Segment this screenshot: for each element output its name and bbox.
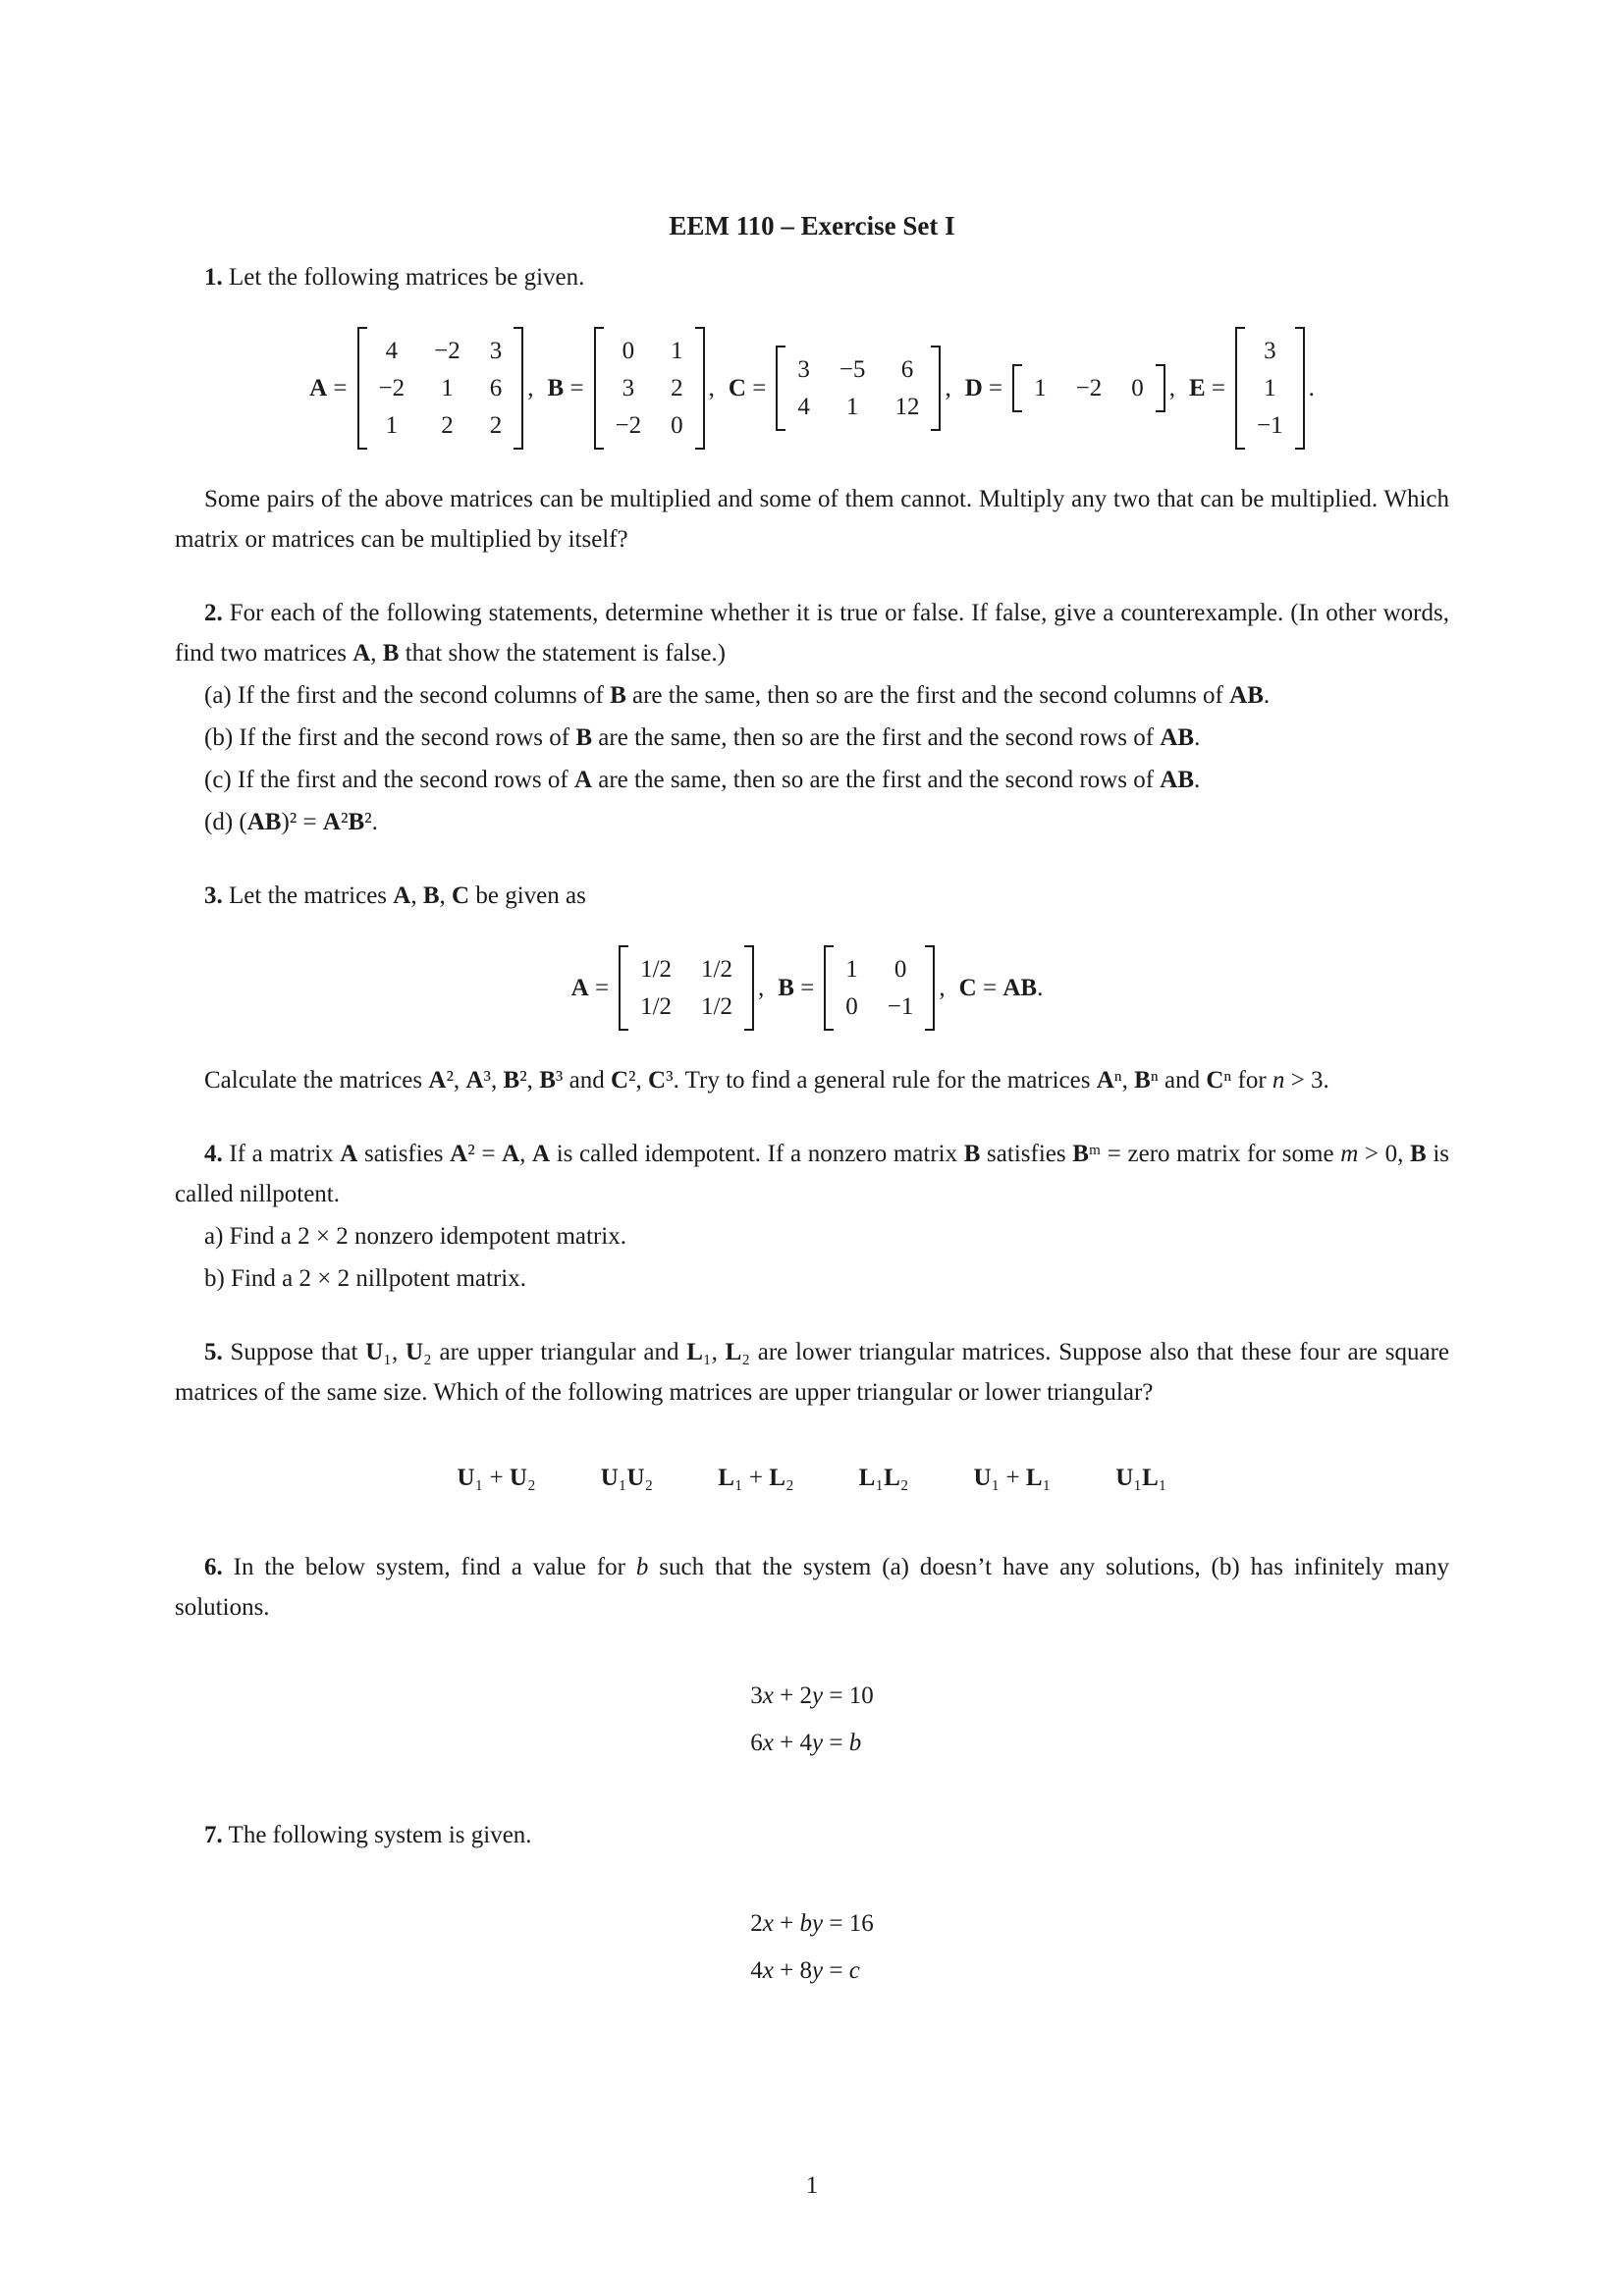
matrix-cell: −1 [1257,412,1283,440]
matrix-d-label: D = [964,375,1003,402]
matrix-cell: 1/2 [701,993,732,1021]
matrix-left-bracket [357,327,367,450]
matrix-cell: 3 [1264,338,1276,365]
page-number: 1 [805,2172,819,2199]
matrix-cell: 1 [385,412,399,440]
matrix-e-label: E = [1188,375,1226,402]
expression-l1-l2: L₁L₂ [858,1465,909,1492]
equation-column [750,1669,873,1770]
problem-2-intro: 2. For each of the following statements, determine whether it is true or false. If false, give a counterexample. (In other words, find two matrices A, B that show the statement is false.) [175,600,1449,667]
matrix-cell: 1 [441,375,454,402]
matrix-cell: −2 [615,412,642,440]
expression-l1-plus-l2: L₁ + L₂ [718,1465,794,1492]
separator: . [1308,375,1315,402]
matrix-cell: 2 [671,375,683,402]
matrix-right-bracket [925,945,935,1031]
matrix-a-label: A = [309,375,348,402]
problem-2-item-b: (b) If the first and the second rows of B are the same, then so are the first and the second rows of AB. [204,724,1201,752]
matrix-d [1012,364,1165,412]
matrix-b-cells [604,327,695,450]
matrix-right-bracket [931,346,941,431]
problem-7 [175,1815,1449,1998]
matrix-a-cells [367,327,514,450]
matrix-cell: 3 [622,375,635,402]
matrix-right-bracket [1295,327,1305,450]
matrix-cell: 4 [797,394,810,421]
matrix-cell: 1 [1034,375,1047,402]
matrix-cell: −2 [434,338,460,365]
matrix-cell: 2 [441,412,454,440]
problem-4-intro: 4. If a matrix A satisfies A² = A, A is called idempotent. If a nonzero matrix B satisfies Bᵐ = zero matrix for some m > 0, B is called nillpotent. [175,1141,1450,1208]
matrix-a2-cells [628,945,744,1031]
matrix-cell: −1 [887,993,914,1021]
problem-3 [175,876,1449,1100]
problem-1-matrix-row [175,327,1449,450]
equation-2: 4x + 8y = c [750,1957,860,1985]
matrix-cell: 0 [893,956,907,984]
matrix-a2 [619,945,754,1031]
matrix-left-bracket [594,327,604,450]
matrix-a2-label: A = [570,975,610,1002]
equation-2: 6x + 4y = b [750,1730,862,1757]
matrix-b2 [824,945,935,1031]
problem-7-intro: 7. The following system is given. [204,1822,532,1849]
matrix-b-label: B = [547,375,584,402]
matrix-left-bracket [824,945,834,1031]
matrix-cell: −2 [378,375,406,402]
matrix-e [1235,327,1305,450]
expression-u1-l1: U₁L₁ [1115,1465,1167,1492]
equation-column [750,1896,873,1998]
matrix-c-cells [785,346,931,431]
matrix-b2-cells [834,945,925,1031]
equation-1: 3x + 2y = 10 [750,1682,874,1710]
matrix-c2-definition [946,968,1054,1008]
matrix-left-bracket [1012,364,1022,412]
matrix-cell: 1/2 [640,956,673,984]
problem-3-body: Calculate the matrices A², A³, B², B³ and C², C³. Try to find a general rule for the matrices Aⁿ, Bⁿ and Cⁿ for n > 3. [204,1067,1329,1095]
separator: , [1168,375,1175,402]
matrix-b-item [534,327,715,450]
matrix-cell: 0 [845,993,858,1021]
separator: , [939,975,946,1002]
problem-2-item-a: (a) If the first and the second columns of B are the same, then so are the first and the second columns of AB. [204,682,1271,710]
matrix-left-bracket [619,945,628,1031]
problem-5 [175,1332,1449,1498]
problem-5-expression-row [175,1458,1449,1498]
matrix-a [357,327,524,450]
matrix-e-item [1175,327,1315,450]
matrix-cell: 4 [385,338,399,365]
matrix-cell: 2 [489,412,503,440]
matrix-left-bracket [1235,327,1245,450]
matrix-b2-label: B = [778,975,815,1002]
matrix-a2-item [571,945,765,1031]
matrix-cell: 1 [845,394,859,421]
matrix-c-label: C = [728,375,767,402]
matrix-b2-item [764,945,945,1031]
matrix-c-item [715,346,951,431]
matrix-b [594,327,705,450]
problem-6 [175,1547,1449,1770]
matrix-cell: −5 [839,356,866,384]
problem-6-system [175,1669,1449,1770]
matrix-cell: 0 [1131,375,1144,402]
separator: , [527,375,534,402]
matrix-cell: 3 [797,356,810,384]
problem-4-item-a: a) Find a 2 × 2 nonzero idempotent matrix. [204,1223,626,1251]
matrix-cell: 1/2 [640,993,673,1021]
matrix-d-cells [1022,364,1156,412]
problem-4-item-b: b) Find a 2 × 2 nillpotent matrix. [204,1265,526,1293]
matrix-cell: 1 [1264,375,1276,402]
problem-5-intro: 5. Suppose that U₁, U₂ are upper triangular and L₁, L₂ are lower triangular matrices. Suppose also that these four are square matrices of the same size. Which of the following matrices are upper triangular or lower triangular? [175,1339,1450,1407]
problem-1-body: Some pairs of the above matrices can be multiplied and some of them cannot. Multiply any two that can be multiplied. Which matrix or matrices can be multiplied by itself? [175,486,1449,554]
problem-1 [175,257,1449,560]
matrix-right-bracket [744,945,754,1031]
matrix-right-bracket [514,327,523,450]
matrix-a-item [309,327,533,450]
expression-u1-plus-l1: U₁ + L₁ [973,1465,1052,1492]
matrix-d-item [951,364,1175,412]
separator: , [945,375,951,402]
problem-1-intro: 1. Let the following matrices be given. [204,264,585,292]
matrix-cell: 0 [671,412,683,440]
matrix-cell: 6 [900,356,914,384]
expression-u1-plus-u2: U₁ + U₂ [457,1465,536,1492]
problem-3-intro: 3. Let the matrices A, B, C be given as [204,882,586,910]
problem-2-item-c: (c) If the first and the second rows of A are the same, then so are the first and the second rows of AB. [204,767,1201,794]
expression-u1-u2: U₁U₂ [600,1465,654,1492]
matrix-cell: −2 [1075,375,1103,402]
separator: , [708,375,715,402]
problem-4 [175,1134,1449,1299]
problem-7-system [175,1896,1449,1998]
matrix-left-bracket [776,346,785,431]
document-title: EEM 110 – Exercise Set I [669,211,955,240]
matrix-right-bracket [695,327,705,450]
matrix-cell: 0 [622,338,635,365]
matrix-cell: 1 [845,956,858,984]
problem-6-intro: 6. In the below system, find a value for b such that the system (a) doesn’t have any solutions, (b) has infinitely many solutions. [175,1554,1449,1622]
matrix-c [776,346,941,431]
problem-3-matrix-row [175,945,1449,1031]
matrix-cell: 6 [489,375,503,402]
matrix-right-bracket [1156,364,1165,412]
equation-1: 2x + by = 16 [750,1910,874,1938]
problem-2 [175,593,1449,842]
matrix-cell: 1/2 [701,956,732,984]
matrix-cell: 1 [671,338,683,365]
matrix-c2-label: C = AB. [958,975,1044,1002]
separator: , [758,975,765,1002]
problem-2-item-d: (d) (AB)² = A²B². [204,809,378,836]
matrix-cell: 3 [489,338,503,365]
matrix-cell: 12 [894,394,920,421]
matrix-e-cells [1245,327,1295,450]
